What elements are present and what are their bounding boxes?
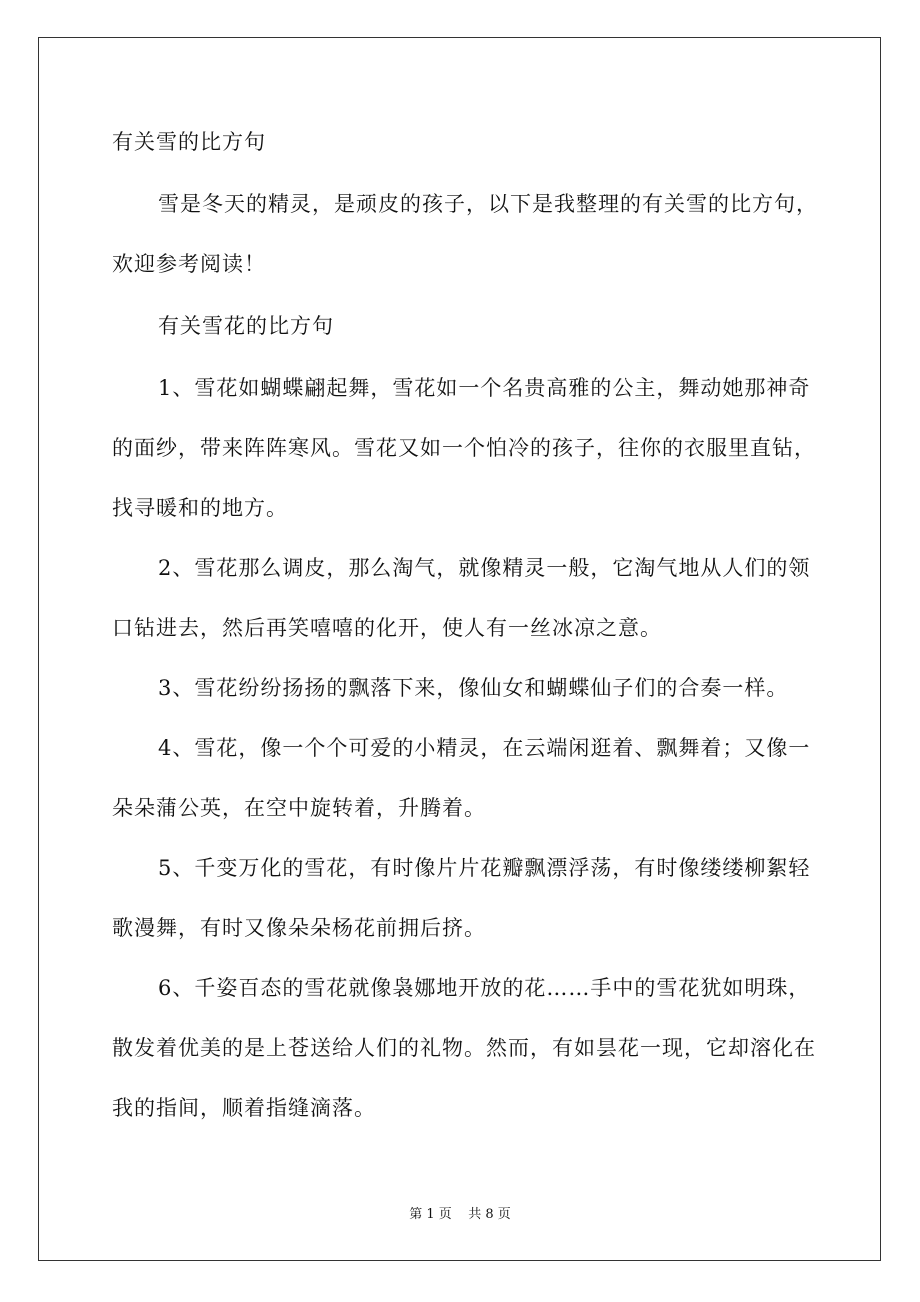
list-item: 1、雪花如蝴蝶翩起舞，雪花如一个名贵高雅的公主，舞动她那神奇的面纱，带来阵阵寒风。雪花又如一个怕冷的孩子，往你的衣服里直钻，找寻暖和的地方。	[112, 376, 816, 520]
list-item: 2、雪花那么调皮，那么淘气，就像精灵一般，它淘气地从人们的领口钻进去，然后再笑嘻嘻的化开，使人有一丝冰凉之意。	[112, 556, 811, 640]
list-item: 5、千变万化的雪花，有时像片片花瓣飘漂浮荡，有时像缕缕柳絮轻歌漫舞，有时又像朵朵杨花前拥后挤。	[112, 856, 811, 940]
intro-paragraph: 雪是冬天的精灵，是顽皮的孩子，以下是我整理的有关雪的比方句，欢迎参考阅读！	[112, 192, 818, 276]
document-title: 有关雪的比方句	[112, 130, 266, 154]
list-item: 6、千姿百态的雪花就像袅娜地开放的花……手中的雪花犹如明珠，散发着优美的是上苍送给人们的礼物。然而，有如昙花一现，它却溶化在我的指间，顺着指缝滴落。	[112, 976, 816, 1120]
page-number-footer: 第 1 页 共 8 页	[409, 1207, 511, 1222]
document-body	[112, 120, 832, 1138]
list-item: 4、雪花，像一个个可爱的小精灵，在云端闲逛着、飘舞着；又像一朵朵蒲公英，在空中旋转着，升腾着。	[112, 736, 811, 820]
section-heading: 有关雪花的比方句	[158, 314, 334, 338]
list-item: 3、雪花纷纷扬扬的飘落下来，像仙女和蝴蝶仙子们的合奏一样。	[158, 676, 789, 700]
